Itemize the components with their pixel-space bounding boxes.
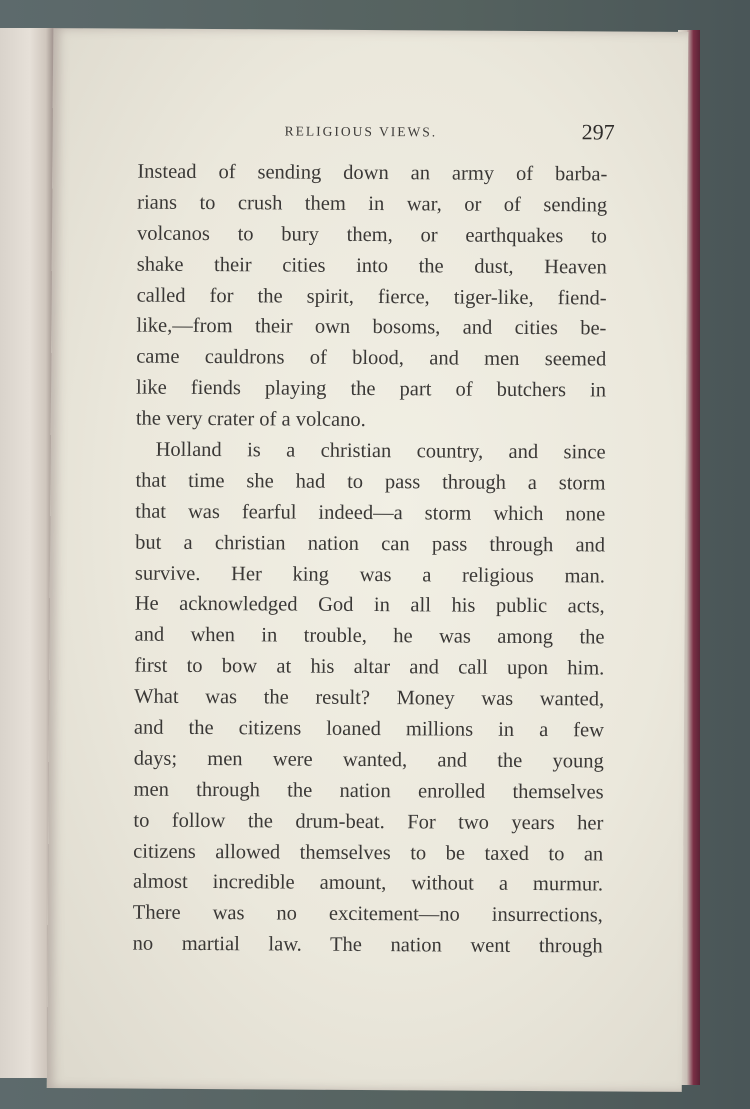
text-line: the very crater of a volcano. <box>135 407 366 432</box>
text-line: shake their cities into the dust, Heaven <box>136 253 607 279</box>
running-head: RELIGIOUS VIEWS. <box>284 123 438 140</box>
text-line: and the citizens loaned millions in a few <box>133 716 605 742</box>
page-number: 297 <box>581 119 615 145</box>
text-line: like fiends playing the part of butchers in <box>135 376 607 402</box>
text-line: men through the nation enrolled themselves <box>133 778 604 804</box>
text-line: like,—from their own bosoms, and cities be- <box>136 315 607 340</box>
text-line: came cauldrons of blood, and men seemed <box>136 345 607 371</box>
text-line: almost incredible amount, without a murmur. <box>132 871 604 896</box>
text-line: but a christian nation can pass through and <box>135 531 606 557</box>
text-line: days; men were wanted, and the young <box>133 747 604 773</box>
text-line: and when in trouble, he was among the <box>134 623 605 649</box>
body-text <box>133 157 608 963</box>
text-line: There was no excitement—no insurrections, <box>132 901 603 927</box>
text-line: volcanos to bury them, or earthquakes to <box>136 222 608 248</box>
text-line: What was the result? Money was wanted, <box>134 685 605 711</box>
text-line: citizens allowed themselves to be taxed to an <box>133 840 604 866</box>
text-line: Holland is a christian country, and since <box>155 438 606 464</box>
text-line: first to bow at his altar and call upon him. <box>134 654 605 680</box>
page-header <box>285 117 615 149</box>
text-line: called for the spirit, fierce, tiger-like, fiend- <box>136 284 607 310</box>
text-line: that was fearful indeed—a storm which none <box>135 500 606 526</box>
text-line: no martial law. The nation went through <box>132 932 603 958</box>
text-line: Instead of sending down an army of barba- <box>137 160 608 186</box>
text-line: that time she had to pass through a storm <box>135 469 606 495</box>
text-line: rians to crush them in war, or of sending <box>137 191 608 217</box>
text-line: survive. Her king was a religious man. <box>134 562 605 588</box>
text-line: to follow the drum-beat. For two years her <box>133 809 604 835</box>
text-line: He acknowledged God in all his public acts, <box>134 593 605 618</box>
book-page <box>47 28 688 1092</box>
